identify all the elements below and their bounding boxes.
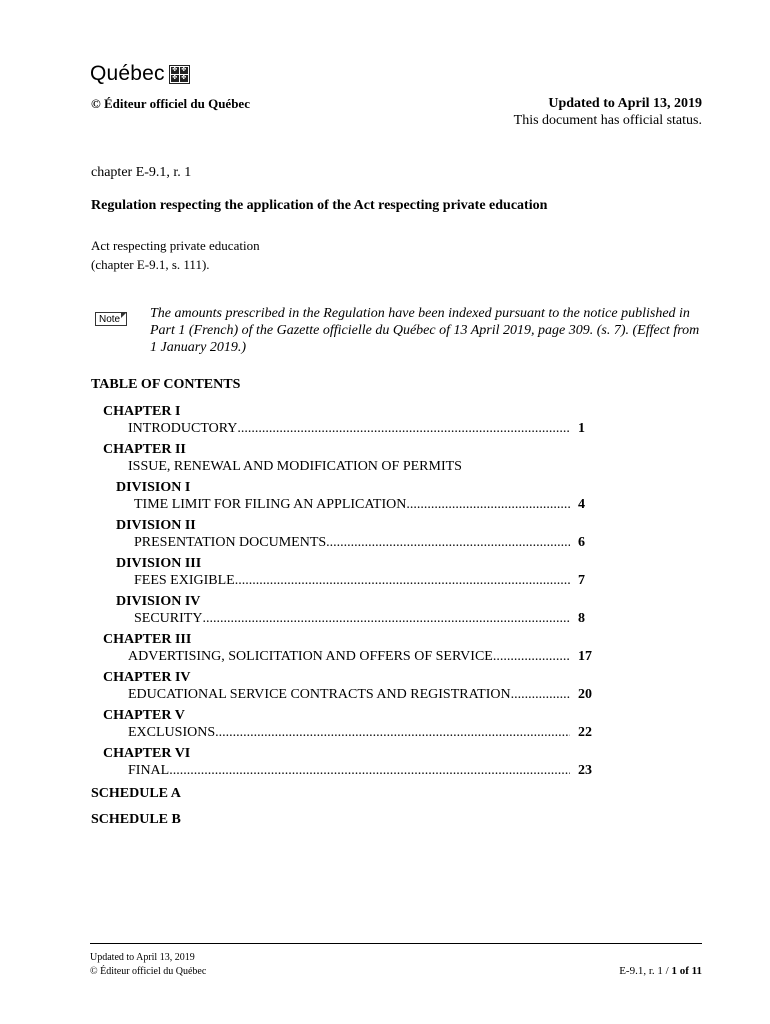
dot-leader <box>215 725 570 741</box>
toc-chapter-5[interactable]: CHAPTER V <box>103 708 185 723</box>
regulation-title: Regulation respecting the application of the Act respecting private education <box>91 198 548 213</box>
toc-entry-title: TIME LIMIT FOR FILING AN APPLICATION <box>134 497 407 512</box>
footer-page-reference <box>619 965 702 977</box>
updated-date: Updated to April 13, 2019 <box>548 96 702 111</box>
note-icon-label: Note <box>99 314 121 325</box>
toc-schedule-a[interactable]: SCHEDULE A <box>91 786 181 801</box>
toc-page-number: 1 <box>578 421 585 436</box>
toc-chapter-6[interactable]: CHAPTER VI <box>103 746 191 761</box>
toc-entry-title: FEES EXIGIBLE <box>134 573 235 588</box>
toc-page-number: 4 <box>578 497 585 512</box>
toc-heading: TABLE OF CONTENTS <box>91 377 241 392</box>
toc-entry-title: SECURITY <box>134 611 203 626</box>
toc-chapter-1[interactable]: CHAPTER I <box>103 404 181 419</box>
toc-entry-fees-exigible[interactable] <box>134 573 572 589</box>
quebec-logo <box>90 62 190 86</box>
note-fold-icon <box>121 313 126 318</box>
toc-schedule-b[interactable]: SCHEDULE B <box>91 812 181 827</box>
fleur-de-lis-flag-icon: ✤ ✤ ✤ ✤ <box>169 65 190 84</box>
toc-entry-title: ADVERTISING, SOLICITATION AND OFFERS OF SERVICE <box>128 649 493 664</box>
toc-entry-security[interactable] <box>134 611 572 627</box>
footer-publisher: © Éditeur officiel du Québec <box>90 966 207 977</box>
toc-entry-educational-contracts[interactable] <box>128 687 572 703</box>
dot-leader <box>406 497 570 513</box>
official-status-text: This document has official status. <box>513 113 702 128</box>
toc-chapter-4[interactable]: CHAPTER IV <box>103 670 191 685</box>
toc-entry-title: EDUCATIONAL SERVICE CONTRACTS AND REGISTRATION <box>128 687 511 702</box>
footer-divider <box>90 943 702 944</box>
toc-page-number: 7 <box>578 573 585 588</box>
toc-page-number: 20 <box>578 687 592 702</box>
update-status <box>514 95 702 129</box>
note-text: The amounts prescribed in the Regulation have been indexed pursuant to the notice published in Part 1 (French) of the Gazette officielle du Québec of 13 April 2019, page 309. (s. 7). (Effect from 1 January 2019.) <box>150 306 700 355</box>
toc-chapter-2[interactable]: CHAPTER II <box>103 442 186 457</box>
footer-page-number: 1 of 11 <box>671 965 702 977</box>
enabling-act <box>91 236 260 274</box>
toc-entry-advertising[interactable] <box>128 649 572 665</box>
toc-division-3[interactable]: DIVISION III <box>116 556 202 571</box>
toc-entry-final[interactable] <box>128 763 572 779</box>
toc-page-number: 8 <box>578 611 585 626</box>
toc-entry-time-limit[interactable] <box>134 497 572 513</box>
toc-page-number: 23 <box>578 763 592 778</box>
toc-entry-title: FINAL <box>128 763 170 778</box>
dot-leader <box>511 687 570 703</box>
toc-division-4[interactable]: DIVISION IV <box>116 594 201 609</box>
toc-page-number: 17 <box>578 649 592 664</box>
dot-leader <box>237 421 570 437</box>
toc-chapter-3[interactable]: CHAPTER III <box>103 632 192 647</box>
footer-chapter-ref: E-9.1, r. 1 / <box>619 965 669 977</box>
toc-entry-title[interactable]: ISSUE, RENEWAL AND MODIFICATION OF PERMITS <box>128 459 462 474</box>
dot-leader <box>202 611 570 627</box>
footer-left <box>90 951 206 979</box>
toc-page-number: 6 <box>578 535 585 550</box>
toc-entry-title: INTRODUCTORY <box>128 421 238 436</box>
toc-entry-presentation-documents[interactable] <box>134 535 572 551</box>
toc-entry-exclusions[interactable] <box>128 725 572 741</box>
footer-updated-date: Updated to April 13, 2019 <box>90 952 195 963</box>
note-icon[interactable] <box>95 312 127 326</box>
toc-entry-introductory[interactable] <box>128 421 572 437</box>
enabling-act-line-2: (chapter E-9.1, s. 111). <box>91 257 210 272</box>
dot-leader <box>326 535 570 551</box>
toc-division-2[interactable]: DIVISION II <box>116 518 196 533</box>
publisher-name: © Éditeur officiel du Québec <box>91 96 250 111</box>
toc-page-number: 22 <box>578 725 592 740</box>
dot-leader <box>169 763 570 779</box>
dot-leader <box>235 573 570 589</box>
chapter-reference: chapter E-9.1, r. 1 <box>91 165 192 180</box>
toc-division-1[interactable]: DIVISION I <box>116 480 191 495</box>
enabling-act-line-1: Act respecting private education <box>91 238 260 253</box>
logo-wordmark: Québec <box>90 62 165 85</box>
toc-entry-title: EXCLUSIONS <box>128 725 216 740</box>
dot-leader <box>493 649 570 665</box>
toc-entry-title: PRESENTATION DOCUMENTS <box>134 535 327 550</box>
